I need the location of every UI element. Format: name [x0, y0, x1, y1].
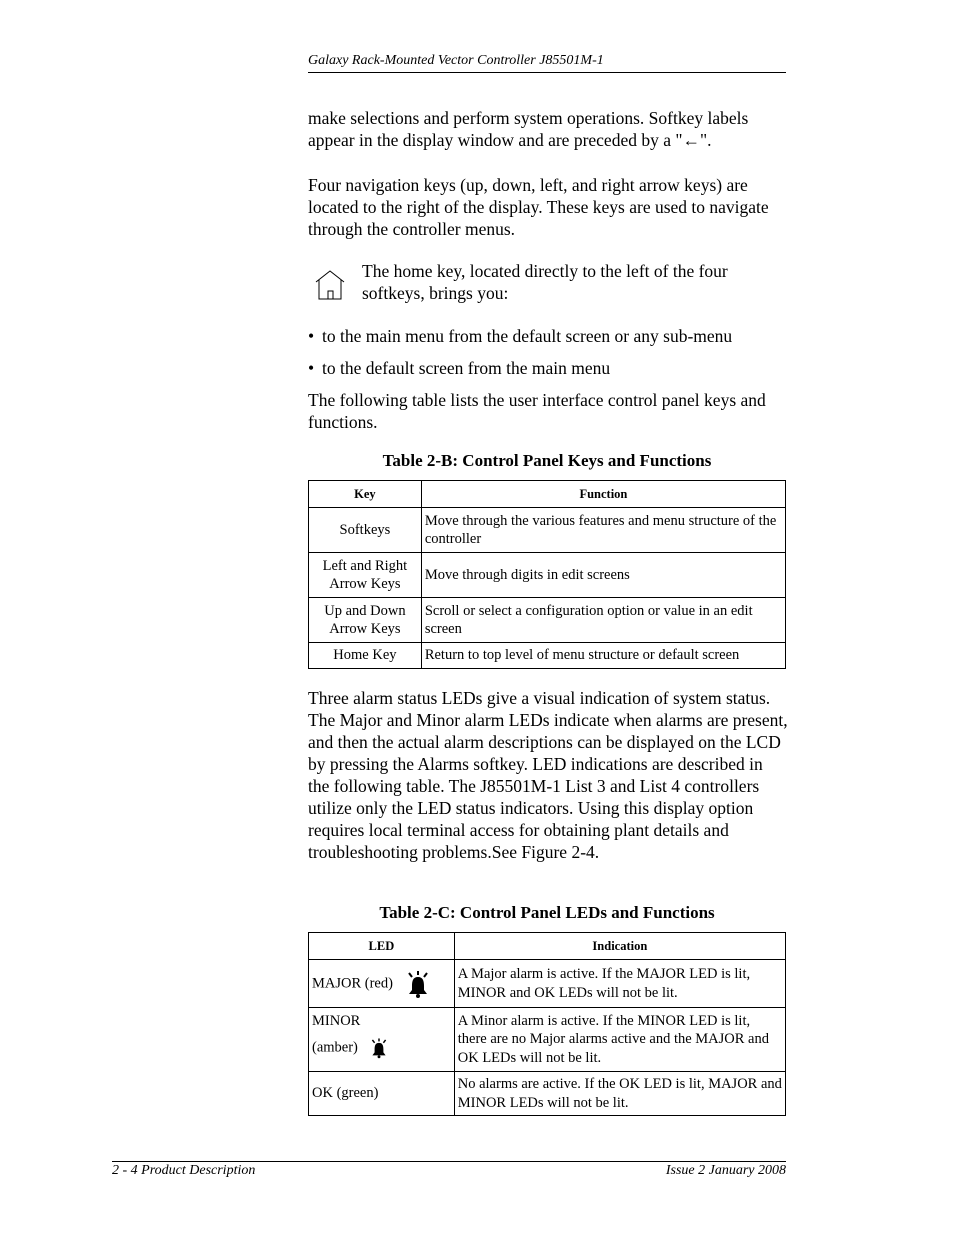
table-cell: Move through digits in edit screens: [421, 553, 785, 598]
table-header: LED: [309, 933, 455, 960]
led-label-major: MAJOR (red): [312, 974, 393, 991]
running-header: Galaxy Rack-Mounted Vector Controller J85501M-1: [308, 53, 604, 68]
table-header: Key: [309, 481, 422, 508]
table-row: [309, 598, 786, 643]
table-header: Function: [421, 481, 785, 508]
table-row: [309, 1072, 786, 1116]
table-cell: Left and Right Arrow Keys: [309, 553, 422, 598]
table-cell: Home Key: [309, 643, 422, 669]
table-cell: OK (green): [309, 1072, 455, 1116]
table-cell: A Minor alarm is active. If the MINOR LED is lit, there are no Major alarms active and the MAJOR and OK LEDs will not be lit.: [454, 1008, 785, 1072]
led-label-minor: MINOR: [312, 1013, 361, 1029]
table-b-caption: Table 2-B: Control Panel Keys and Functions: [382, 451, 712, 470]
table-cell: Scroll or select a configuration option or value in an edit screen: [421, 598, 785, 643]
table-row: [309, 643, 786, 669]
home-key-icon: [313, 268, 347, 302]
major-alarm-bell-icon: [403, 969, 433, 999]
table-cell: Softkeys: [309, 508, 422, 553]
table-cell: Return to top level of menu structure or default screen: [421, 643, 785, 669]
table-row: [309, 508, 786, 553]
table-row: [309, 553, 786, 598]
table-cell: Up and Down Arrow Keys: [309, 598, 422, 643]
paragraph-softkeys: make selections and perform system operations. Softkey labels appear in the display window and are preceded by a "←".: [308, 108, 749, 150]
paragraph-table-intro: The following table lists the user interface control panel keys and functions.: [308, 390, 766, 432]
table-row: [309, 1008, 786, 1072]
table-header: Indication: [454, 933, 785, 960]
bullet-item: • to the default screen from the main menu: [308, 358, 611, 378]
home-key-description: The home key, located directly to the left of the four softkeys, brings you:: [362, 261, 728, 303]
paragraph-alarm-leds: Three alarm status LEDs give a visual indication of system status. The Major and Minor alarm LEDs indicate when alarms are present, and then the actual alarm descriptions can be displayed on the LCD by pressing the Alarms softkey. LED indications are described in the following table. The J85501M-1 List 3 and List 4 controllers utilize only the LED status indicators. Using this display option requires local terminal access for obtaining plant details and troubleshooting problems.See Figure 2-4.: [308, 688, 788, 862]
table-cell: [309, 1008, 455, 1072]
table-c-caption: Table 2-C: Control Panel LEDs and Functions: [379, 903, 715, 922]
header-rule: [308, 72, 786, 73]
table-cell: A Major alarm is active. If the MAJOR LED is lit, MINOR and OK LEDs will not be lit.: [454, 960, 785, 1008]
led-sublabel-amber: (amber): [312, 1038, 358, 1055]
control-panel-keys-table: [308, 480, 786, 669]
footer-page-label: 2 - 4 Product Description: [112, 1163, 256, 1178]
control-panel-leds-table: [308, 932, 786, 1116]
table-row: [309, 960, 786, 1008]
table-cell: Move through the various features and menu structure of the controller: [421, 508, 785, 553]
footer-issue-date: Issue 2 January 2008: [665, 1163, 786, 1178]
bullet-item: • to the main menu from the default screen or any sub-menu: [308, 326, 733, 346]
table-cell: No alarms are active. If the OK LED is lit, MAJOR and MINOR LEDs will not be lit.: [454, 1072, 785, 1116]
paragraph-navigation-keys: Four navigation keys (up, down, left, and right arrow keys) are located to the right of the display. These keys are used to navigate through the controller menus.: [308, 175, 769, 239]
table-cell: [309, 960, 455, 1008]
footer-rule: [112, 1161, 786, 1162]
minor-alarm-bell-icon: [368, 1037, 390, 1059]
